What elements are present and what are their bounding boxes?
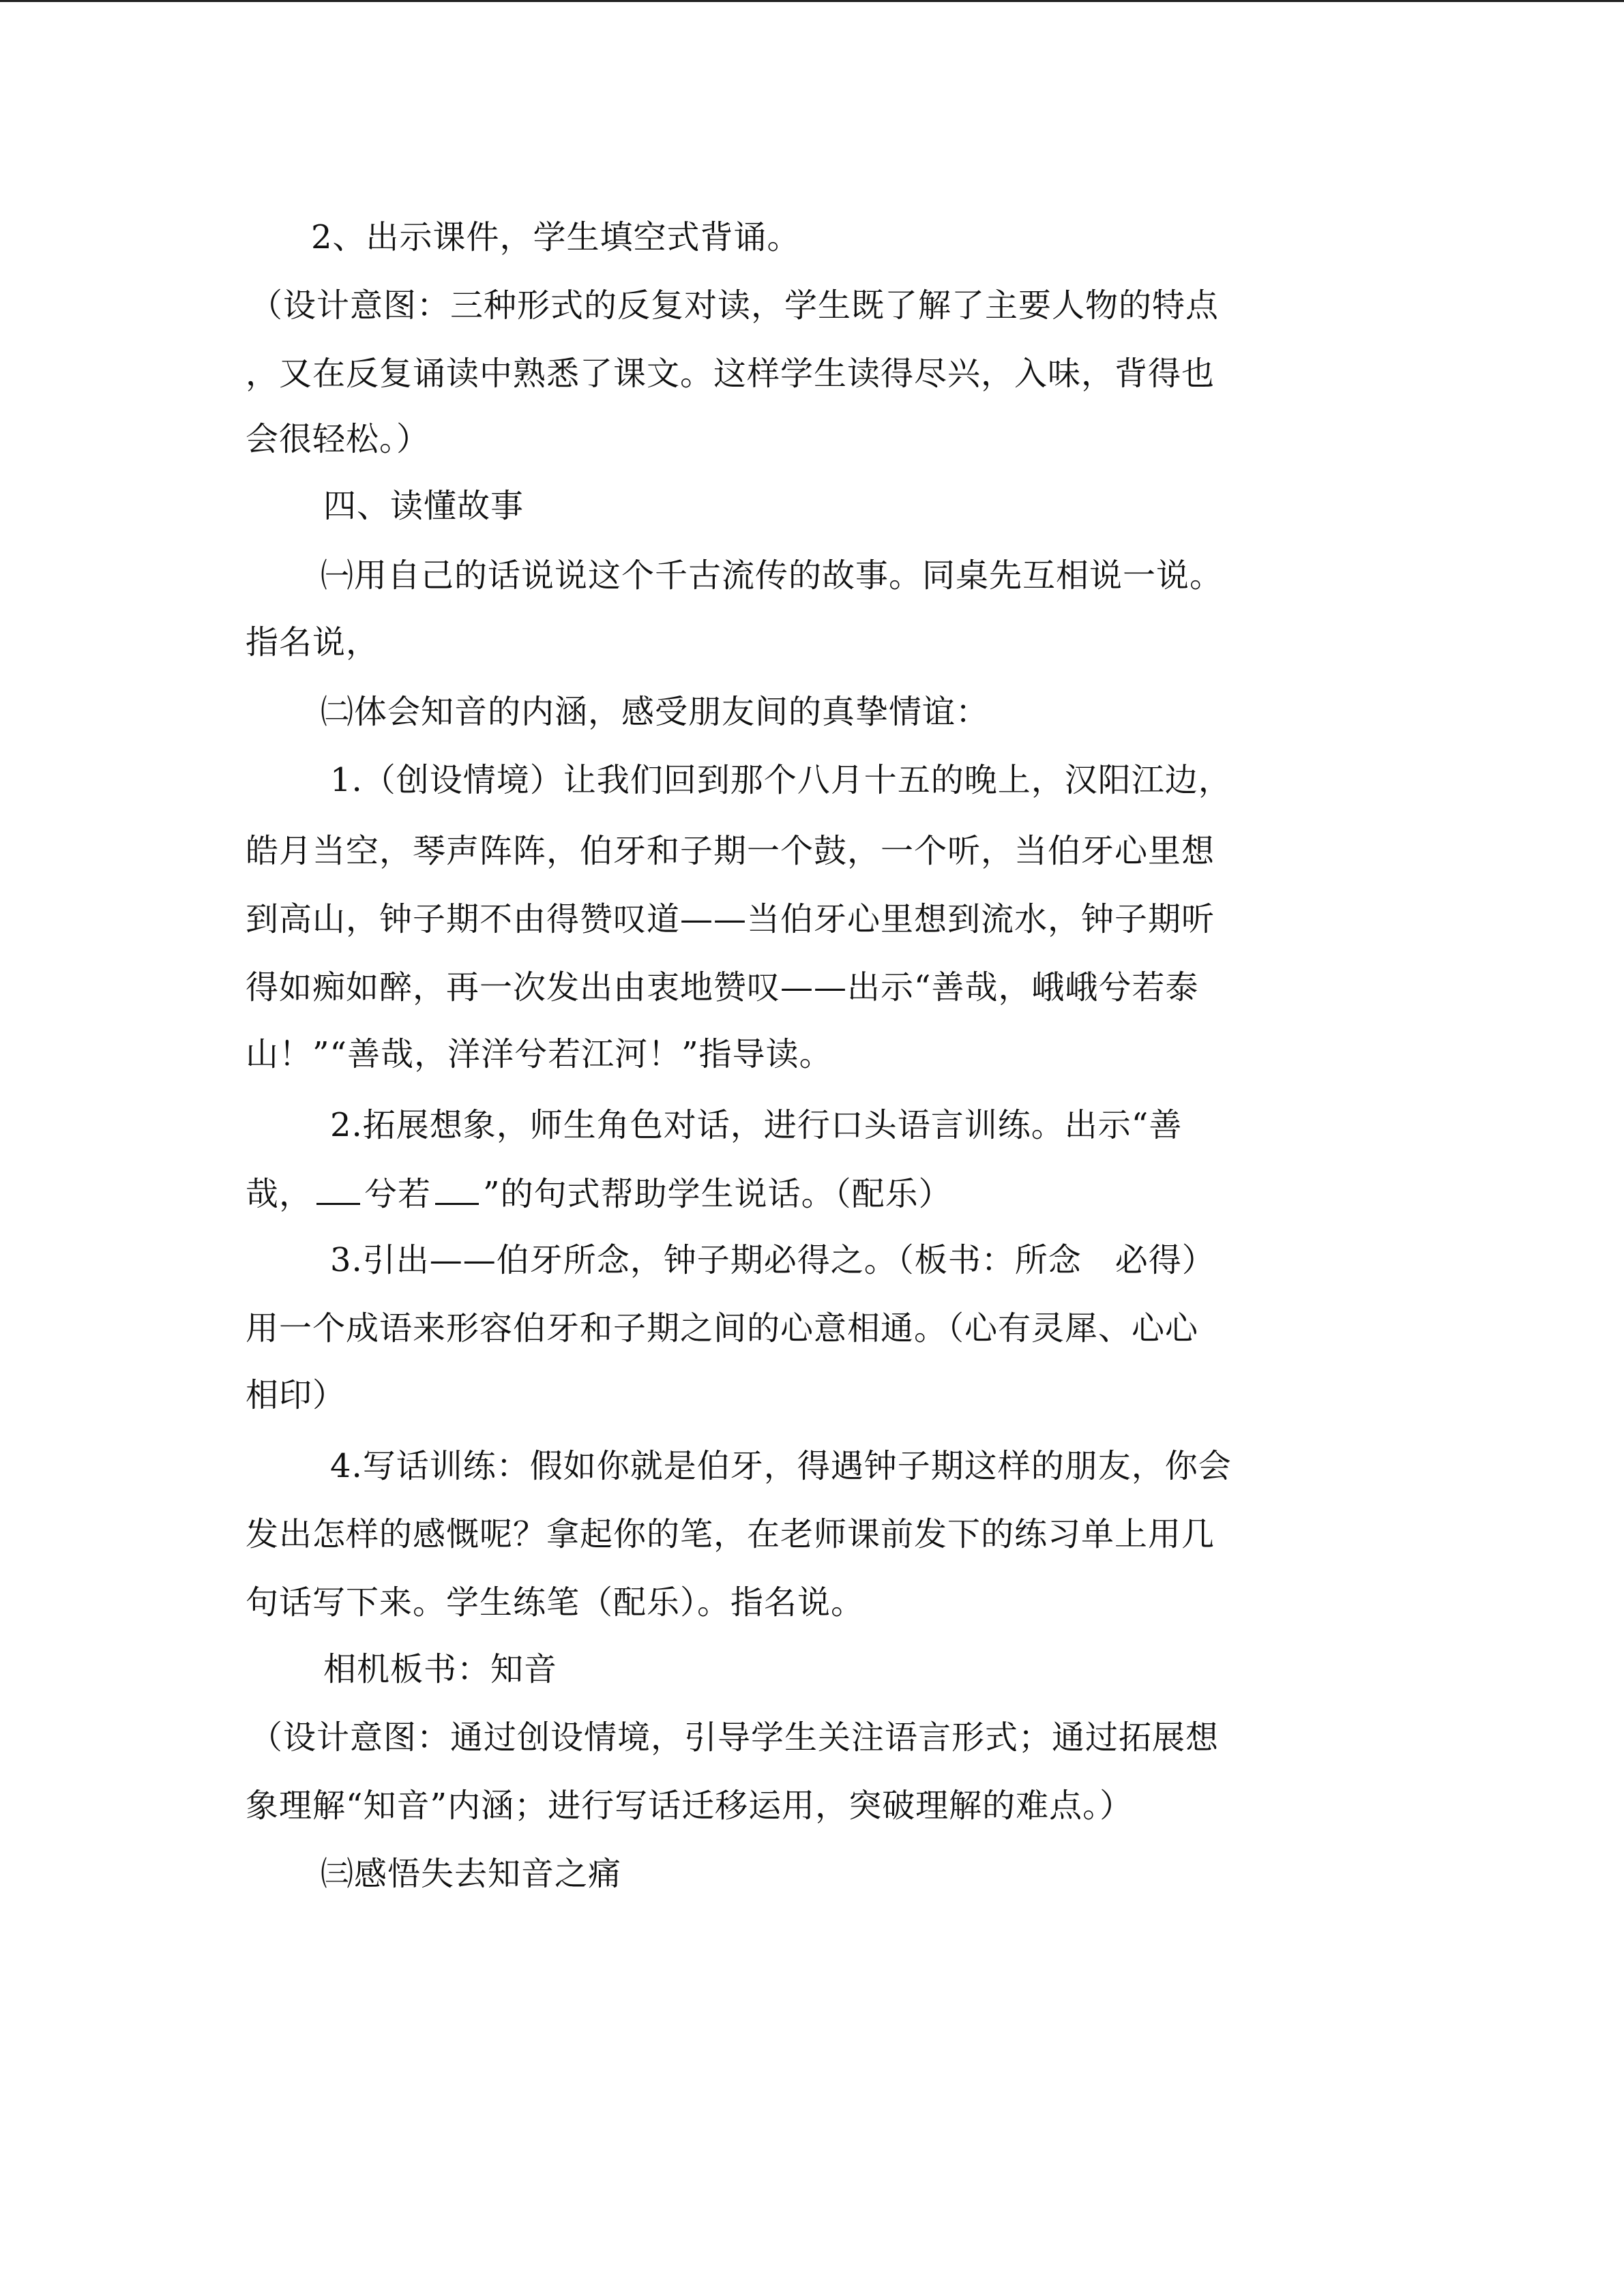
design-intent-line-3: 会很轻松。） bbox=[246, 420, 430, 458]
item-1-line-1: 1.（创设情境）让我们回到那个八月十五的晚上，汉阳江边， bbox=[330, 761, 1232, 799]
item-4-line-3: 句话写下来。学生练笔（配乐）。指名说。 bbox=[246, 1583, 865, 1622]
blank-underline-2 bbox=[435, 1173, 479, 1205]
fill-text-3: ”的句式帮助学生说话。（配乐） bbox=[483, 1175, 952, 1213]
item-3-line-2: 用一个成语来形容伯牙和子期之间的心意相通。（心有灵犀、心心 bbox=[246, 1309, 1199, 1347]
design-intent-2-line-2: 象理解“知音”内涵；进行写话迁移运用，突破理解的难点。） bbox=[246, 1787, 1134, 1825]
section-heading-4: 四、读懂故事 bbox=[323, 487, 525, 525]
board-note-line: 相机板书：知音 bbox=[323, 1650, 558, 1688]
item-1-line-2: 皓月当空，琴声阵阵，伯牙和子期一个鼓，一个听，当伯牙心里想 bbox=[246, 832, 1215, 870]
item-1-line-5: 山！”“善哉，洋洋兮若江河！”指导读。 bbox=[246, 1035, 833, 1073]
item-2-line-2 bbox=[246, 1173, 1364, 1214]
item-1-line-3: 到高山，钟子期不由得赞叹道——当伯牙心里想到流水，钟子期听 bbox=[246, 900, 1215, 938]
subsection-1-line-2: 指名说， bbox=[246, 623, 380, 661]
item-4-line-1: 4.写话训练：假如你就是伯牙，得遇钟子期这样的朋友，你会 bbox=[330, 1447, 1232, 1485]
step-2-line: 2、出示课件，学生填空式背诵。 bbox=[311, 218, 801, 256]
subsection-3-heading: ㈢感悟失去知音之痛 bbox=[321, 1855, 622, 1893]
fill-text-1: 哉， bbox=[246, 1175, 313, 1213]
subsection-2-heading: ㈡体会知音的内涵，感受朋友间的真挚情谊： bbox=[321, 693, 990, 731]
item-3-line-1: 3.引出——伯牙所念，钟子期必得之。（板书：所念 必得） bbox=[330, 1241, 1215, 1279]
item-4-line-2: 发出怎样的感慨呢？拿起你的笔，在老师课前发下的练习单上用几 bbox=[246, 1515, 1215, 1553]
design-intent-line-1: （设计意图：三种形式的反复对读，学生既了解了主要人物的特点 bbox=[250, 286, 1220, 325]
item-2-line-1: 2.拓展想象，师生角色对话，进行口头语言训练。出示“善 bbox=[330, 1106, 1183, 1144]
design-intent-2-line-1: （设计意图：通过创设情境，引导学生关注语言形式；通过拓展想 bbox=[250, 1718, 1220, 1757]
item-3-line-3: 相印） bbox=[246, 1376, 346, 1414]
item-1-line-4: 得如痴如醉，再一次发出由衷地赞叹——出示“善哉，峨峨兮若泰 bbox=[246, 968, 1199, 1007]
subsection-1-line-1: ㈠用自己的话说说这个千古流传的故事。同桌先互相说一说。 bbox=[321, 556, 1224, 595]
blank-underline-1 bbox=[316, 1173, 360, 1205]
design-intent-line-2: ，又在反复诵读中熟悉了课文。这样学生读得尽兴，入味，背得也 bbox=[246, 355, 1215, 393]
fill-text-2: 兮若 bbox=[364, 1175, 432, 1213]
page-top-border bbox=[0, 0, 1624, 2]
